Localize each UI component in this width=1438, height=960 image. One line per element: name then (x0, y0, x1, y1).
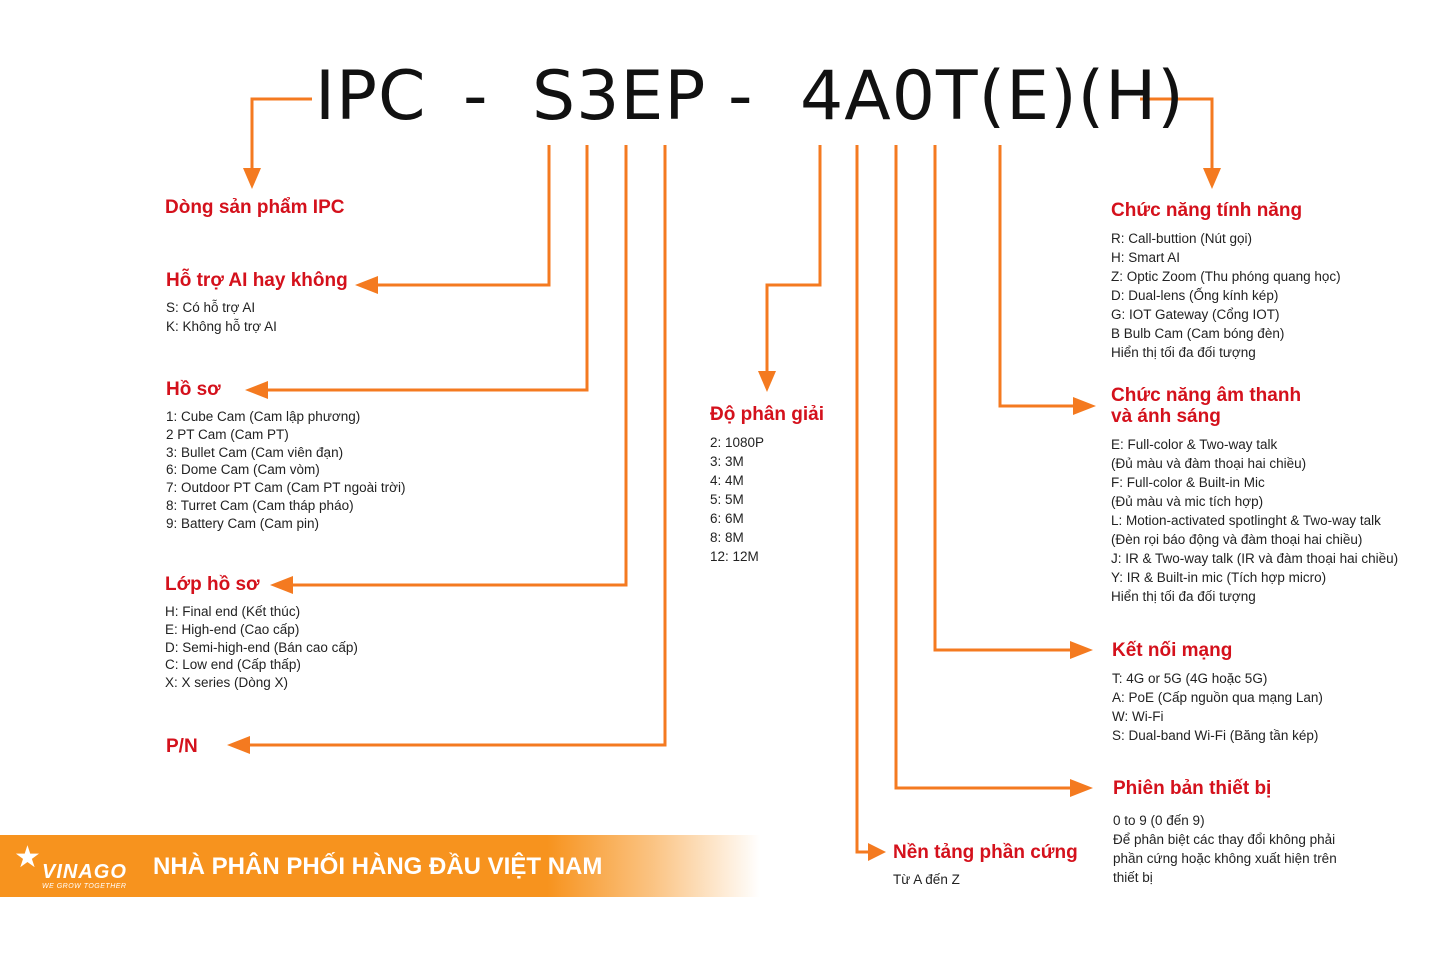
arrow-audio-light (1000, 145, 1075, 406)
list-item: 2 PT Cam (Cam PT) (166, 426, 289, 442)
network-title: Kết nối mạng (1112, 640, 1233, 661)
logo-wordmark: VINAGO (42, 861, 127, 883)
resolution-title: Độ phân giải (710, 404, 824, 425)
list-item: 8: Turret Cam (Cam tháp pháo) (166, 497, 354, 513)
list-item: A: PoE (Cấp nguồn qua mạng Lan) (1112, 690, 1323, 705)
arrow-ai-support (375, 145, 549, 285)
list-item: F: Full-color & Built-in Mic (1111, 475, 1265, 490)
features-list (1111, 229, 1341, 362)
list-item: 8: 8M (710, 530, 744, 545)
arrow-version (896, 145, 1072, 788)
list-item: 2: 1080P (710, 435, 765, 450)
version-title: Phiên bản thiết bị (1113, 778, 1272, 799)
list-item: phần cứng hoặc không xuất hiện trên (1113, 851, 1337, 866)
block-profile (166, 379, 405, 533)
list-item: R: Call-buttion (Nút gọi) (1111, 231, 1253, 246)
code-separator-2: - (728, 57, 754, 136)
code-model: 4A0T(E)(H) (800, 57, 1185, 136)
profile-title: Hồ sơ (166, 379, 221, 400)
arrowhead-network (1070, 641, 1093, 659)
product-line-title: Dòng sản phẩm IPC (165, 197, 345, 218)
arrowhead-resolution (758, 371, 776, 392)
list-item: 5: 5M (710, 492, 744, 507)
block-network (1112, 640, 1323, 745)
list-item: L: Motion-activated spotlinght & Two-way talk (1111, 513, 1381, 528)
arrow-hardware (857, 145, 872, 852)
block-product-line (165, 197, 344, 226)
list-item: T: 4G or 5G (4G hoặc 5G) (1112, 671, 1268, 686)
block-resolution (710, 404, 824, 566)
list-item: Y: IR & Built-in mic (Tích hợp micro) (1111, 570, 1327, 585)
footer-banner (0, 835, 760, 897)
list-item: 4: 4M (710, 473, 744, 488)
list-item: 7: Outdoor PT Cam (Cam PT ngoài trời) (166, 480, 406, 496)
list-item: W: Wi-Fi (1112, 709, 1164, 724)
list-item: 6: Dome Cam (Cam vòm) (166, 462, 320, 478)
banner-slogan: NHÀ PHÂN PHỐI HÀNG ĐẦU VIỆT NAM (153, 853, 603, 880)
block-audio-light (1111, 385, 1398, 606)
list-item: S: Dual-band Wi-Fi (Băng tần kép) (1112, 728, 1319, 743)
arrow-resolution (767, 145, 820, 375)
list-item: J: IR & Two-way talk (IR và đàm thoại hai chiều) (1111, 551, 1399, 566)
list-item: Để phân biệt các thay đổi không phải (1113, 832, 1336, 847)
block-hardware (893, 842, 1078, 890)
features-title: Chức năng tính năng (1111, 200, 1303, 221)
block-pn (166, 736, 198, 765)
list-item: S: Có hỗ trợ AI (166, 300, 256, 315)
list-item: C: Low end (Cấp thấp) (165, 657, 301, 673)
pn-title: P/N (166, 736, 198, 757)
list-item: (Đủ màu và mic tích hợp) (1111, 494, 1264, 509)
list-item: Hiển thị tối đa đối tượng (1111, 589, 1256, 604)
list-item: H: Smart AI (1111, 250, 1181, 265)
arrowhead-features (1203, 168, 1221, 189)
block-features (1111, 200, 1341, 362)
block-version (1113, 778, 1337, 887)
list-item: Hiển thị tối đa đối tượng (1111, 345, 1256, 360)
resolution-list (710, 433, 824, 566)
block-profile-class (165, 574, 358, 692)
list-item: 6: 6M (710, 511, 744, 526)
code-ipc: IPC (315, 57, 427, 136)
list-item: E: High-end (Cao cấp) (165, 621, 300, 637)
list-item: E: Full-color & Two-way talk (1111, 437, 1278, 452)
arrowhead-audio-light (1073, 397, 1096, 415)
profile-class-list (165, 603, 358, 692)
list-item: Z: Optic Zoom (Thu phóng quang học) (1111, 269, 1341, 284)
star-icon: ★ (14, 841, 41, 874)
network-list (1112, 669, 1323, 745)
vinago-logo (14, 843, 146, 891)
logo-tagline: WE GROW TOGETHER (42, 883, 127, 890)
list-item: 1: Cube Cam (Cam lập phương) (166, 409, 361, 424)
list-item: 9: Battery Cam (Cam pin) (166, 515, 320, 531)
list-item: 3: Bullet Cam (Cam viên đạn) (166, 444, 344, 460)
hardware-title: Nền tảng phần cứng (893, 842, 1078, 863)
version-list (1113, 811, 1337, 887)
profile-list (166, 408, 405, 533)
list-item: G: IOT Gateway (Cổng IOT) (1111, 307, 1280, 322)
arrow-network (935, 145, 1072, 650)
audio-light-title: Chức năng âm thanh và ánh sáng (1111, 385, 1302, 427)
block-ai-support (166, 270, 348, 336)
list-item: (Đèn rọi báo động và đàm thoại hai chiều) (1111, 532, 1363, 547)
arrowhead-version (1070, 779, 1093, 797)
list-item: 12: 12M (710, 549, 759, 564)
ai-support-title: Hỗ trợ AI hay không (166, 270, 348, 291)
audio-light-list (1111, 435, 1398, 606)
list-item: D: Dual-lens (Ống kính kép) (1111, 288, 1279, 303)
hardware-list (893, 871, 1078, 890)
list-item: thiết bị (1113, 870, 1153, 885)
arrowhead-pn (227, 736, 250, 754)
arrowhead-hardware (868, 843, 886, 861)
list-item: 3: 3M (710, 454, 744, 469)
list-item: K: Không hỗ trợ AI (166, 318, 277, 334)
arrowhead-ai-support (355, 276, 378, 294)
arrow-profile (265, 145, 587, 390)
ai-support-list (166, 299, 348, 336)
list-item: Từ A đến Z (893, 872, 960, 887)
list-item: (Đủ màu và đàm thoại hai chiều) (1111, 456, 1307, 471)
list-item: D: Semi-high-end (Bán cao cấp) (165, 639, 358, 655)
arrowhead-product-line (243, 168, 261, 189)
list-item: H: Final end (Kết thúc) (165, 604, 301, 619)
list-item: 0 to 9 (0 đến 9) (1113, 813, 1205, 828)
profile-class-title: Lớp hồ sơ (165, 574, 260, 595)
code-separator-1: - (463, 57, 489, 136)
list-item: X: X series (Dòng X) (165, 675, 289, 691)
arrow-product-line (252, 99, 312, 172)
list-item: B Bulb Cam (Cam bóng đèn) (1111, 326, 1285, 341)
code-s3ep: S3EP (532, 57, 707, 136)
